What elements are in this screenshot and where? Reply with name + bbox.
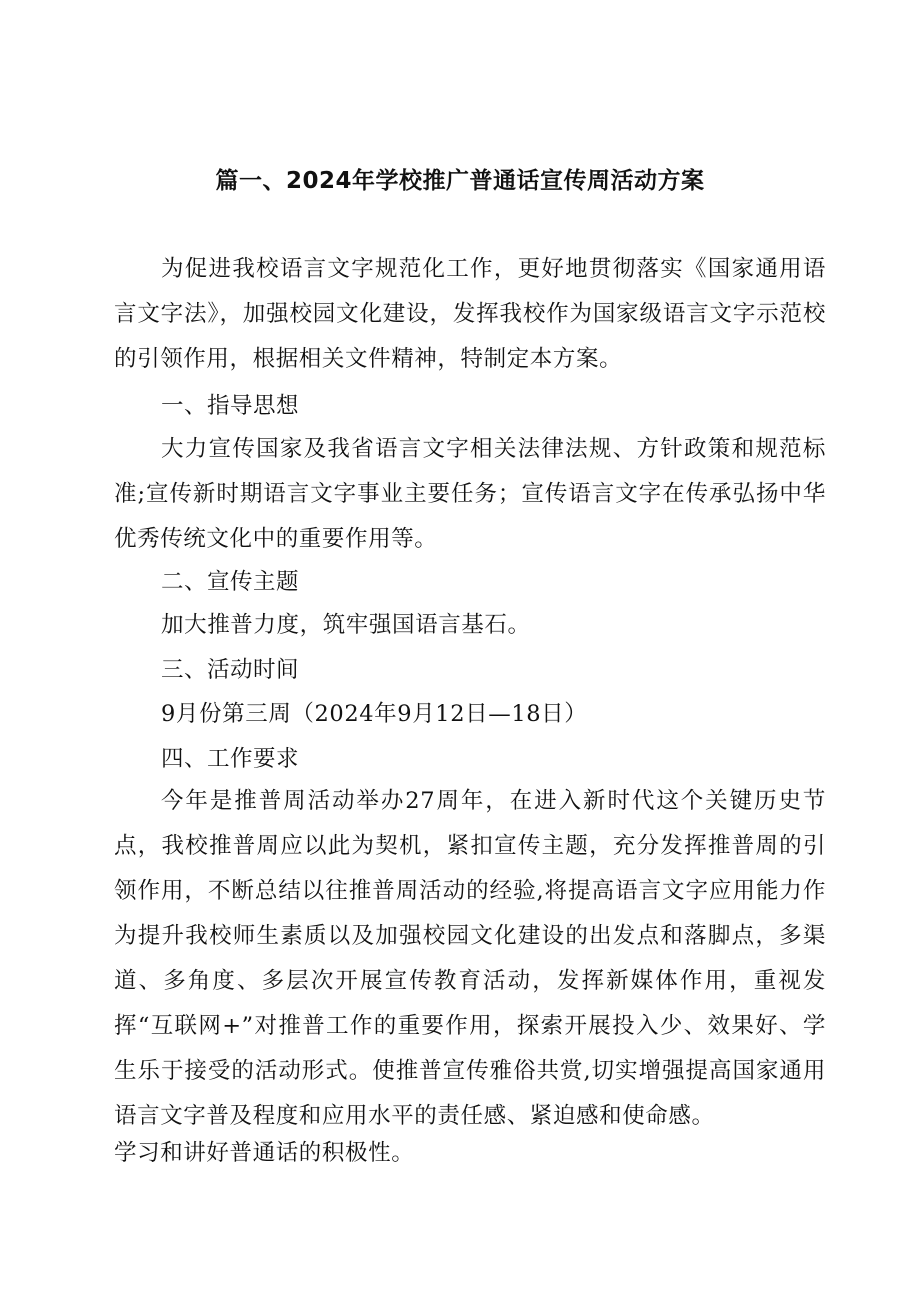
section-body-guiding-thought: 大力宣传国家及我省语言文字相关法律法规、方针政策和规范标准;宣传新时期语言文字事业主要任务；宣传语言文字在传承弘扬中华优秀传统文化中的重要作用等。	[114, 436, 826, 552]
section-heading-time: 三、活动时间	[161, 657, 300, 683]
section-heading-guiding-thought: 一、指导思想	[161, 393, 300, 419]
intro-paragraph: 为促进我校语言文字规范化工作，更好地贯彻落实《国家通用语言文字法》，加强校园文化建设，发挥我校作为国家级语言文字示范校的引领作用，根据相关文件精神，特制定本方案。	[114, 256, 826, 372]
section-body-requirements: 今年是推普周活动举办27周年，在进入新时代这个关键历史节点，我校推普周应以此为契机，紧扣宣传主题，充分发挥推普周的引领作用，不断总结以往推普周活动的经验,将提高语言文字应用能力作为提升我校师生素质以及加强校园文化建设的出发点和落脚点，多渠道、多角度、多层次开展宣传教育活动，发挥新媒体作用，重视发挥“互联网+”对推普工作的重要作用，探索开展投入少、效果好、学生乐于接受的活动形式。使推普宣传雅俗共赏,切实增强提高国家通用语言文字普及程度和应用水平的责任感、紧迫感和使命感。	[114, 788, 826, 1129]
section-heading-requirements: 四、工作要求	[161, 746, 300, 772]
document-title: 篇一、2024年学校推广普通话宣传周活动方案	[215, 168, 705, 194]
section-body-theme: 加大推普力度，筑牢强国语言基石。	[161, 612, 531, 638]
section-body-time: 9月份第三周（2024年9月12日—18日）	[161, 701, 588, 727]
section-heading-theme: 二、宣传主题	[161, 569, 300, 595]
closing-line: 学习和讲好普通话的积极性。	[114, 1140, 415, 1166]
